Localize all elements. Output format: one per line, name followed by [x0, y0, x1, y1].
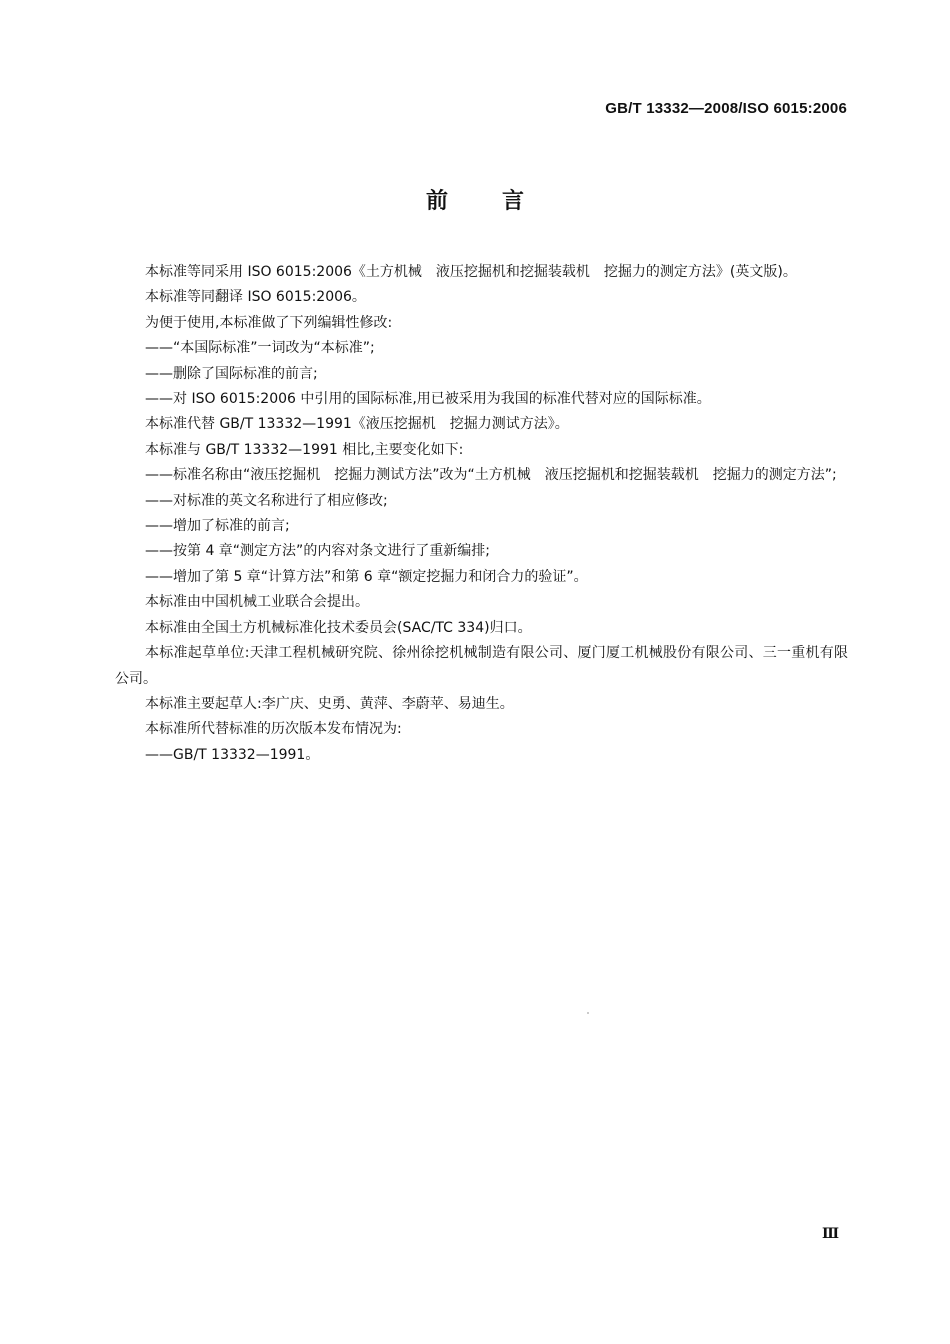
foreword-paragraph: 为便于使用,本标准做了下列编辑性修改: [145, 314, 393, 331]
scan-speck [587, 1012, 589, 1014]
foreword-list-item: ——标准名称由“液压挖掘机 挖掘力测试方法”改为“土方机械 液压挖掘机和挖掘装载机 挖掘力的测定方法”; [145, 467, 837, 484]
foreword-paragraph: 本标准起草单位:天津工程机械研究院、徐州徐挖机械制造有限公司、厦门厦工机械股份有限公司、三一重机有限公司。 [115, 645, 848, 687]
foreword-list-item: ——“本国际标准”一词改为“本标准”; [145, 340, 375, 357]
foreword-list-item: ——按第 4 章“测定方法”的内容对条文进行了重新编排; [145, 543, 491, 560]
foreword-paragraph: 本标准等同翻译 ISO 6015:2006。 [145, 289, 366, 306]
foreword-paragraph: 本标准等同采用 ISO 6015:2006《土方机械 液压挖掘机和挖掘装载机 挖掘力的测定方法》(英文版)。 [145, 264, 797, 280]
foreword-paragraph: 本标准由全国土方机械标准化技术委员会(SAC/TC 334)归口。 [145, 619, 532, 636]
foreword-list-item: ——删除了国际标准的前言; [145, 365, 318, 382]
foreword-list-item: ——增加了第 5 章“计算方法”和第 6 章“额定挖掘力和闭合力的验证”。 [145, 568, 588, 585]
foreword-paragraph: 本标准主要起草人:李广庆、史勇、黄萍、李蔚苹、易迪生。 [145, 695, 514, 712]
page-number: Ⅲ [821, 1226, 839, 1242]
page-title: 前言 [425, 189, 578, 214]
standard-number-header: GB/T 13332—2008/ISO 6015:2006 [605, 100, 847, 117]
foreword-paragraph: 本标准由中国机械工业联合会提出。 [145, 594, 369, 611]
foreword-list-item: ——对 ISO 6015:2006 中引用的国际标准,用已被采用为我国的标准代替对应的国际标准。 [145, 391, 711, 408]
foreword-paragraph: 本标准代替 GB/T 13332—1991《液压挖掘机 挖掘力测试方法》。 [145, 416, 569, 433]
foreword-list-item: ——增加了标准的前言; [145, 518, 290, 535]
foreword-body [115, 260, 848, 768]
foreword-paragraph: 本标准与 GB/T 13332—1991 相比,主要变化如下: [145, 441, 464, 458]
foreword-paragraph: 本标准所代替标准的历次版本发布情况为: [145, 721, 402, 738]
foreword-list-item: ——对标准的英文名称进行了相应修改; [145, 492, 388, 509]
foreword-list-item: ——GB/T 13332—1991。 [145, 746, 320, 763]
